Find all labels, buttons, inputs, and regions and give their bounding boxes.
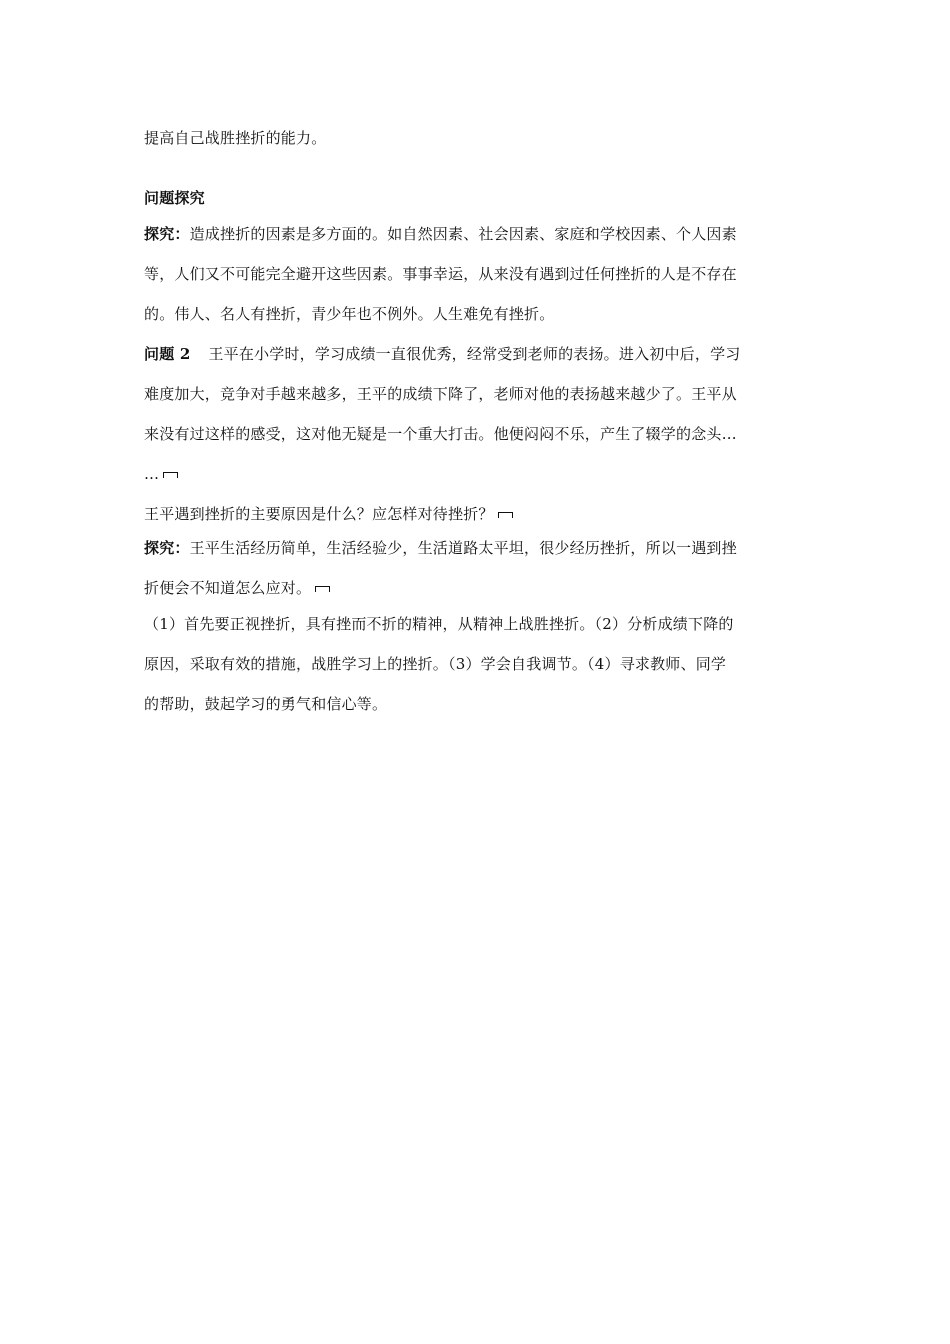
question-2-line-4: …	[144, 454, 808, 494]
intro-line: 提高自己战胜挫折的能力。	[144, 129, 327, 147]
bracket-mark	[315, 586, 330, 592]
explore-label: 探究：	[144, 225, 190, 243]
question-2-line-3: 来没有过这样的感受，这对他无疑是一个重大打击。他便闷闷不乐，产生了辍学的念头…	[144, 425, 737, 443]
explore-1-line-3: 的。伟人、名人有挫折，青少年也不例外。人生难免有挫折。	[144, 305, 555, 323]
explore-1-line-2: 等，人们又不可能完全避开这些因素。事事幸运，从来没有遇到过任何挫折的人是不存在	[144, 265, 737, 283]
explore-paragraph-1	[144, 214, 808, 334]
bracket-mark	[163, 472, 178, 478]
bracket-mark	[498, 512, 513, 518]
question-2-line-1: 问题 2 王平在小学时，学习成绩一直很优秀，经常受到老师的表扬。进入初中后，学习	[144, 345, 741, 363]
explore-1-line-1: 探究：造成挫折的因素是多方面的。如自然因素、社会因素、家庭和学校因素、个人因素	[144, 225, 737, 243]
explore-label: 探究：	[144, 539, 190, 557]
explore-paragraph-2	[144, 528, 808, 608]
answer-line-1: （1）首先要正视挫折，具有挫而不折的精神，从精神上战胜挫折。（2）分析成绩下降的	[144, 615, 734, 633]
question-2-prompt: 王平遇到挫折的主要原因是什么？应怎样对待挫折？	[144, 494, 808, 534]
answer-line-3: 的帮助，鼓起学习的勇气和信心等。	[144, 695, 388, 713]
section-heading: 问题探究	[144, 189, 205, 207]
question-2-line-2: 难度加大，竞争对手越来越多，王平的成绩下降了，老师对他的表扬越来越少了。王平从	[144, 385, 737, 403]
question-2-paragraph	[144, 334, 808, 534]
answer-line-2: 原因，采取有效的措施，战胜学习上的挫折。（3）学会自我调节。（4）寻求教师、同学	[144, 655, 727, 673]
question-label: 问题 2	[144, 345, 191, 363]
explore-2-line-2: 折便会不知道怎么应对。	[144, 568, 808, 608]
answer-paragraph	[144, 604, 808, 724]
explore-2-line-1: 探究：王平生活经历简单，生活经验少，生活道路太平坦，很少经历挫折，所以一遇到挫	[144, 539, 737, 557]
